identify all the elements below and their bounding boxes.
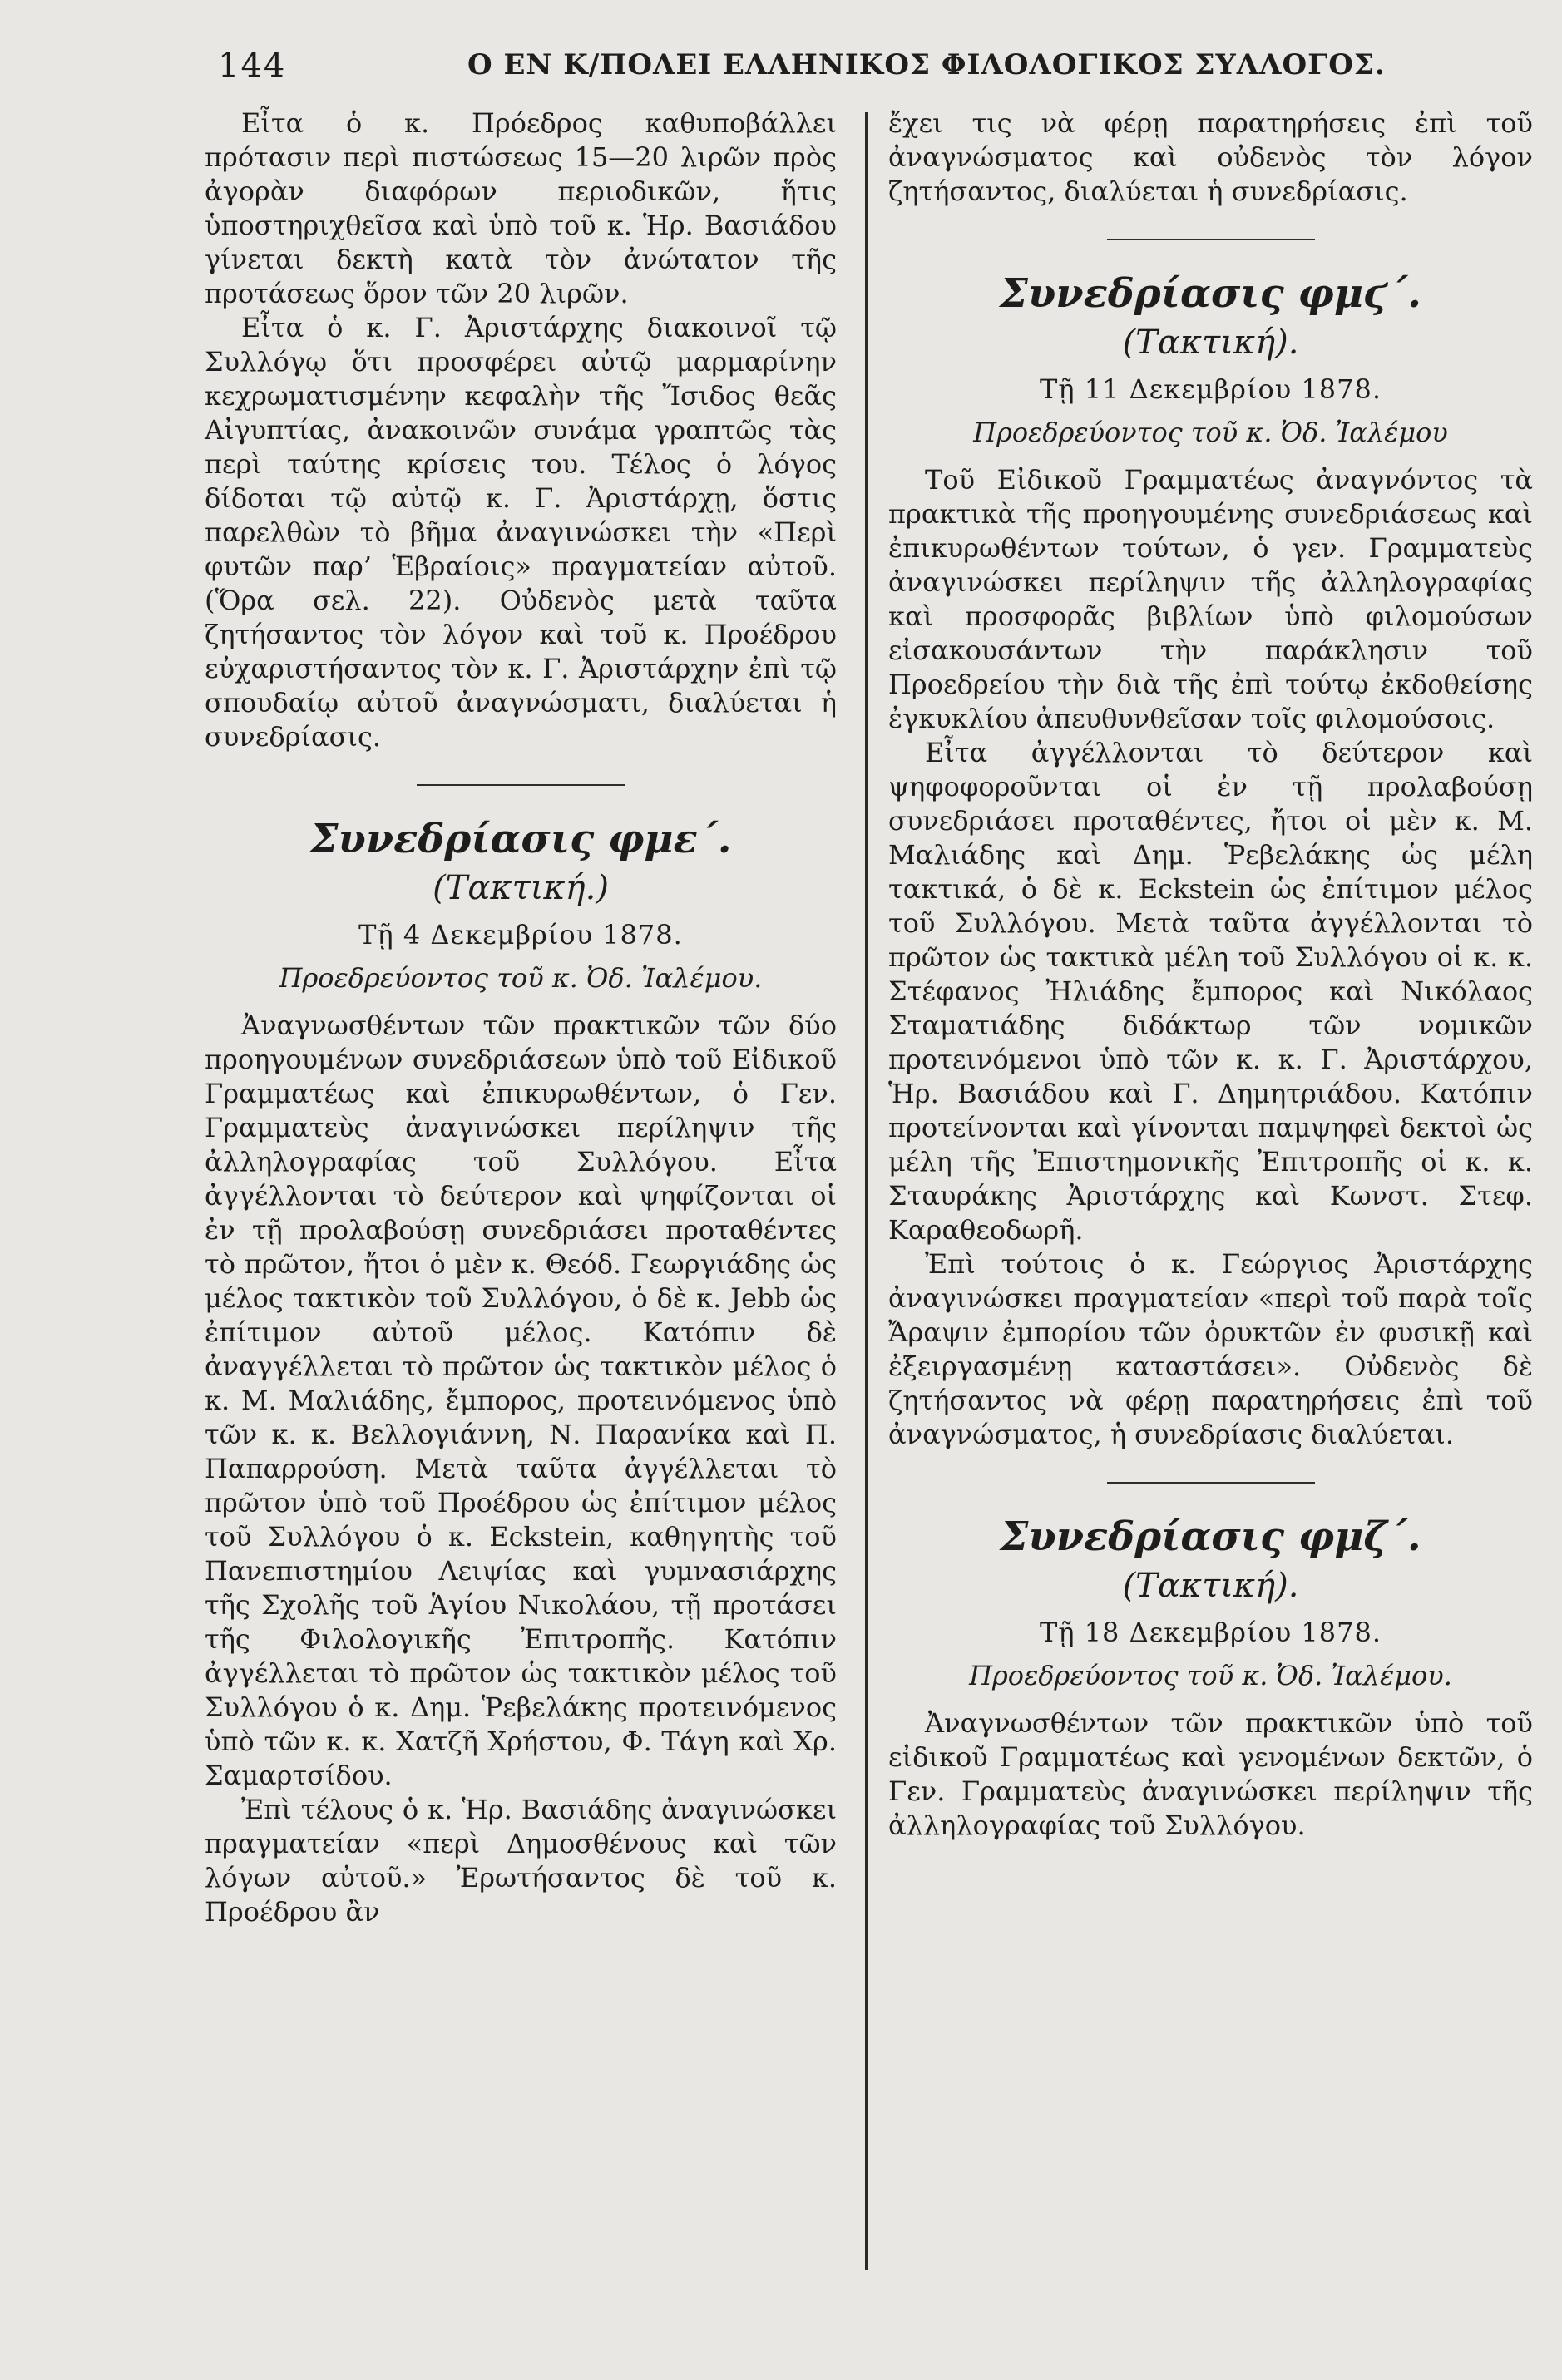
paragraph: Ἐπὶ τέλους ὁ κ. Ἡρ. Βασιάδης ἀναγινώσκει πραγματείαν «περὶ Δημοσθένους καὶ τῶν λόγων αὐτοῦ.» Ἐρωτήσαντος δὲ τοῦ κ. Προέδρου ἂν xyxy=(205,1794,837,1928)
session-title: Συνεδρίασις φμζ΄. xyxy=(1000,1513,1421,1560)
page-header xyxy=(218,47,1386,88)
paragraph: Ἐπὶ τούτοις ὁ κ. Γεώργιος Ἀριστάρχης ἀναγινώσκει πραγματείαν «περὶ τοῦ παρὰ τοῖς Ἄραψιν ἐμπορίου τῶν ὀρυκτῶν ἐν φυσικῇ καὶ ἐξειργασμένῃ καταστάσει». Οὐδενὸς δὲ ζητήσαντος νὰ φέρῃ παρατηρήσεις ἐπὶ τοῦ ἀναγνώσματος, ἡ συνεδρίασις διαλύεται. xyxy=(888,1248,1533,1450)
running-title: Ο ΕΝ Κ/ΠΟΛΕΙ ΕΛΛΗΝΙΚΟΣ ΦΙΛΟΛΟΓΙΚΟΣ ΣΥΛΛΟΓΟΣ. xyxy=(467,48,1386,81)
session-date: Τῇ 18 Δεκεμβρίου 1878. xyxy=(1040,1617,1382,1648)
session-type: (Τακτική). xyxy=(1122,323,1299,362)
left-column xyxy=(205,106,837,1929)
column-divider xyxy=(865,112,868,2270)
session-title: Συνεδρίασις φμε΄. xyxy=(309,816,732,862)
session-date: Τῇ 4 Δεκεμβρίου 1878. xyxy=(358,919,683,951)
session-date: Τῇ 11 Δεκεμβρίου 1878. xyxy=(1040,373,1382,405)
session-type: (Τακτική). xyxy=(1122,1567,1299,1605)
page-number: 144 xyxy=(218,47,287,85)
right-column xyxy=(888,106,1533,1843)
paragraph: Τοῦ Εἰδικοῦ Γραμματέως ἀναγνόντος τὰ πρακτικὰ τῆς προηγουμένης συνεδριάσεως καὶ ἐπικυρωθέντων τούτων, ὁ γεν. Γραμματεὺς ἀναγινώσκει περίληψιν τῆς ἀλληλογραφίας καὶ προσφορᾶς βιβλίων ὑπὸ φιλομούσων εἰσακουσάντων τὴν παράκλησιν τοῦ Προεδρείου τὴν διὰ τῆς ἐπὶ τούτῳ ἐκδοθείσης ἐγκυκλίου ἀπευθυνθεῖσαν τοῖς φιλομούσοις. xyxy=(888,464,1533,734)
paragraph: ἔχει τις νὰ φέρῃ παρατηρήσεις ἐπὶ τοῦ ἀναγνώσματος καὶ οὐδενὸς τὸν λόγον ζητήσαντος, διαλύεται ἡ συνεδρίασις. xyxy=(888,107,1533,207)
session-type: (Τακτική.) xyxy=(433,869,609,907)
paragraph: Εἶτα ὁ κ. Πρόεδρος καθυποβάλλει πρότασιν περὶ πιστώσεως 15—20 λιρῶν πρὸς ἀγορὰν διαφόρων περιοδικῶν, ἥτις ὑποστηριχθεῖσα καὶ ὑπὸ τοῦ κ. Ἡρ. Βασιάδου γίνεται δεκτὴ κατὰ τὸν ἀνώτατον τῆς προτάσεως ὅρον τῶν 20 λιρῶν. xyxy=(205,107,837,309)
session-chair: Προεδρεύοντος τοῦ κ. Ὀδ. Ἰαλέμου xyxy=(973,417,1448,448)
paragraph: Ἀναγνωσθέντων τῶν πρακτικῶν ὑπὸ τοῦ εἰδικοῦ Γραμματέως καὶ γενομένων δεκτῶν, ὁ Γεν. Γραμματεὺς ἀναγινώσκει περίληψιν τῆς ἀλληλογραφίας τοῦ Συλλόγου. xyxy=(888,1707,1533,1841)
session-title: Συνεδρίασις φμϛ΄. xyxy=(1000,270,1421,317)
section-rule xyxy=(417,784,625,786)
section-rule xyxy=(1107,1482,1315,1484)
session-chair: Προεδρεύοντος τοῦ κ. Ὀδ. Ἰαλέμου. xyxy=(279,962,763,994)
paragraph: Εἶτα ἀγγέλλονται τὸ δεύτερον καὶ ψηφοφοροῦνται οἱ ἐν τῇ προλαβούσῃ συνεδριάσει προταθέντες, ἤτοι οἱ μὲν κ. Μ. Μαλιάδης καὶ Δημ. Ῥεβελάκης ὡς μέλη τακτικά, ὁ δὲ κ. Eckstein ὡς ἐπίτιμον μέλος τοῦ Συλλόγου. Μετὰ ταῦτα ἀγγέλλονται τὸ πρῶτον ὡς τακτικὰ μέλη τοῦ Συλλόγου οἱ κ. κ. Στέφανος Ἠλιάδης ἔμπορος καὶ Νικόλαος Σταματιάδης διδάκτωρ τῶν νομικῶν προτεινόμενοι ὑπὸ τῶν κ. κ. Γ. Ἀριστάρχου, Ἡρ. Βασιάδου καὶ Γ. Δημητριάδου. Κατόπιν προτείνονται καὶ γίνονται παμψηφεὶ δεκτοὶ ὡς μέλη τῆς Ἐπιστημονικῆς Ἐπιτροπῆς οἱ κ. κ. Σταυράκης Ἀριστάρχης καὶ Κωνστ. Στεφ. Καραθεοδωρῆ. xyxy=(888,737,1533,1246)
paragraph: Ἀναγνωσθέντων τῶν πρακτικῶν τῶν δύο προηγουμένων συνεδριάσεων ὑπὸ τοῦ Εἰδικοῦ Γραμματέως καὶ ἐπικυρωθέντων, ὁ Γεν. Γραμματεὺς ἀναγινώσκει περίληψιν τῆς ἀλληλογραφίας τοῦ Συλλόγου. Εἶτα ἀγγέλλονται τὸ δεύτερον καὶ ψηφίζονται οἱ ἐν τῇ προλαβούσῃ συνεδριάσει προταθέντες τὸ πρῶτον, ἤτοι ὁ μὲν κ. Θεόδ. Γεωργιάδης ὡς μέλος τακτικὸν τοῦ Συλλόγου, ὁ δὲ κ. Jebb ὡς ἐπίτιμον αὐτοῦ μέλος. Κατόπιν δὲ ἀναγγέλλεται τὸ πρῶτον ὡς τακτικὸν μέλος ὁ κ. Μ. Μαλιάδης, ἔμπορος, προτεινόμενος ὑπὸ τῶν κ. κ. Βελλογιάννη, Ν. Παρανίκα καὶ Π. Παπαρρούση. Μετὰ ταῦτα ἀγγέλλεται τὸ πρῶτον ὑπὸ τοῦ Προέδρου ὡς ἐπίτιμον μέλος τοῦ Συλλόγου ὁ κ. Eckstein, καθηγητὴς τοῦ Πανεπιστημίου Λειψίας καὶ γυμνασιάρχης τῆς Σχολῆς τοῦ Ἁγίου Νικολάου, τῇ προτάσει τῆς Φιλολογικῆς Ἐπιτροπῆς. Κατόπιν ἀγγέλλεται τὸ πρῶτον ὡς τακτικὸν μέλος τοῦ Συλλόγου ὁ κ. Δημ. Ῥεβελάκης προτεινόμενος ὑπὸ τῶν κ. κ. Χατζῆ Χρήστου, Φ. Τάγη καὶ Χρ. Σαμαρτσίδου. xyxy=(205,1010,837,1791)
paragraph: Εἶτα ὁ κ. Γ. Ἀριστάρχης διακοινοῖ τῷ Συλλόγῳ ὅτι προσφέρει αὐτῷ μαρμαρίνην κεχρωματισμένην κεφαλὴν τῆς Ἴσιδος θεᾶς Αἰγυπτίας, ἀνακοινῶν συνάμα γραπτῶς τὰς περὶ ταύτης κρίσεις του. Τέλος ὁ λόγος δίδοται τῷ αὐτῷ κ. Γ. Ἀριστάρχῃ, ὅστις παρελθὼν τὸ βῆμα ἀναγινώσκει τὴν «Περὶ φυτῶν παρ’ Ἑβραίοις» πραγματείαν αὐτοῦ. (Ὅρα σελ. 22). Οὐδενὸς μετὰ ταῦτα ζητήσαντος τὸν λόγον καὶ τοῦ κ. Προέδρου εὐχαριστήσαντος τὸν κ. Γ. Ἀριστάρχην ἐπὶ τῷ σπουδαίῳ αὐτοῦ ἀναγνώσματι, διαλύεται ἡ συνεδρίασις. xyxy=(205,312,837,753)
session-chair: Προεδρεύοντος τοῦ κ. Ὀδ. Ἰαλέμου. xyxy=(969,1660,1452,1691)
section-rule xyxy=(1107,239,1315,240)
